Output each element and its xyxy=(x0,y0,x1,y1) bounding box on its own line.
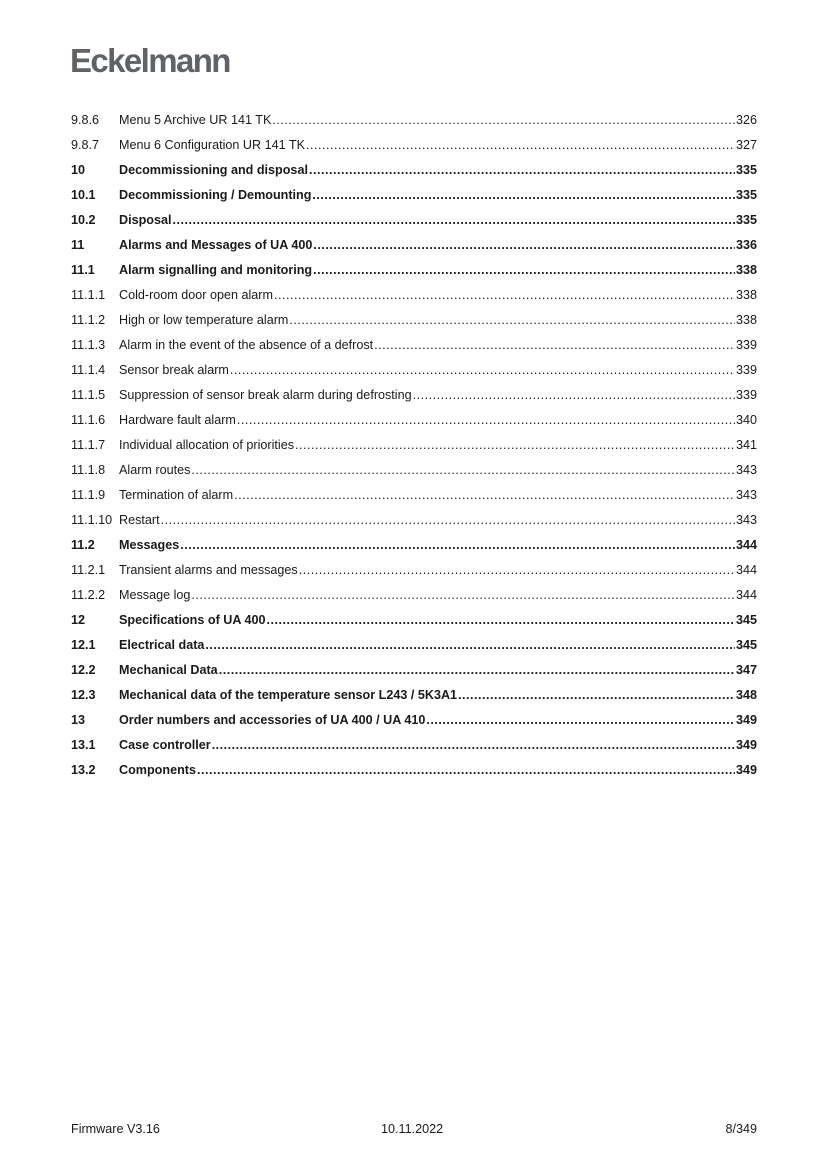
toc-dot-leader xyxy=(191,458,735,483)
toc-entry[interactable] xyxy=(71,533,757,558)
toc-entry[interactable] xyxy=(71,283,757,308)
toc-entry-page[interactable]: 338 xyxy=(735,263,757,277)
toc-entry[interactable] xyxy=(71,208,757,233)
toc-entry-page[interactable]: 344 xyxy=(735,538,757,552)
toc-entry-title[interactable]: Specifications of UA 400 xyxy=(119,613,266,627)
toc-entry-page[interactable]: 341 xyxy=(735,438,757,452)
toc-dot-leader xyxy=(180,533,735,558)
toc-entry-title[interactable]: Mechanical Data xyxy=(119,663,218,677)
toc-entry-page[interactable]: 343 xyxy=(735,488,757,502)
toc-entry[interactable] xyxy=(71,158,757,183)
toc-entry-title[interactable]: Order numbers and accessories of UA 400 / UA 410 xyxy=(119,713,426,727)
toc-dot-leader xyxy=(272,108,735,133)
toc-entry-title[interactable]: Alarm in the event of the absence of a defrost xyxy=(119,338,374,352)
footer-firmware: Firmware V3.16 xyxy=(71,1122,160,1136)
toc-dot-leader xyxy=(234,483,735,508)
toc-entry-number: 11.1.9 xyxy=(71,488,106,502)
toc-entry[interactable] xyxy=(71,683,757,708)
toc-dot-leader xyxy=(237,408,735,433)
toc-entry-title[interactable]: Sensor break alarm xyxy=(119,363,229,377)
toc-entry-number: 11.1.3 xyxy=(71,338,106,352)
toc-entry-page[interactable]: 338 xyxy=(735,313,757,327)
toc-entry-title[interactable]: Hardware fault alarm xyxy=(119,413,236,427)
toc-entry-title[interactable]: Disposal xyxy=(119,213,172,227)
toc-entry-page[interactable]: 326 xyxy=(735,113,757,127)
toc-entry[interactable] xyxy=(71,633,757,658)
toc-entry[interactable] xyxy=(71,583,757,608)
toc-entry-page[interactable]: 335 xyxy=(735,188,757,202)
toc-entry-page[interactable]: 344 xyxy=(735,563,757,577)
toc-dot-leader xyxy=(230,358,735,383)
toc-dot-leader xyxy=(313,258,735,283)
toc-dot-leader xyxy=(289,308,735,333)
toc-entry-title[interactable]: Messages xyxy=(119,538,180,552)
toc-entry-title[interactable]: Alarms and Messages of UA 400 xyxy=(119,238,313,252)
footer-page-number: 8/349 xyxy=(725,1122,757,1136)
toc-entry[interactable] xyxy=(71,358,757,383)
toc-entry-title[interactable]: Transient alarms and messages xyxy=(119,563,298,577)
toc-entry-number: 9.8.7 xyxy=(71,138,100,152)
toc-entry-title[interactable]: Menu 5 Archive UR 141 TK xyxy=(119,113,272,127)
toc-entry[interactable] xyxy=(71,108,757,133)
toc-dot-leader xyxy=(197,758,735,783)
toc-entry-page[interactable]: 339 xyxy=(735,388,757,402)
toc-entry-number: 11.1 xyxy=(71,263,95,277)
toc-entry-page[interactable]: 338 xyxy=(735,288,757,302)
toc-entry-title[interactable]: Alarm routes xyxy=(119,463,191,477)
toc-dot-leader xyxy=(219,658,735,683)
toc-entry[interactable] xyxy=(71,233,757,258)
toc-entry-page[interactable]: 343 xyxy=(735,463,757,477)
toc-entry-page[interactable]: 335 xyxy=(735,163,757,177)
toc-entry[interactable] xyxy=(71,133,757,158)
toc-dot-leader xyxy=(312,183,735,208)
toc-entry-number: 9.8.6 xyxy=(71,113,100,127)
toc-entry-page[interactable]: 344 xyxy=(735,588,757,602)
toc-entry-page[interactable]: 349 xyxy=(735,763,757,777)
footer-date: 10.11.2022 xyxy=(381,1122,444,1136)
toc-entry-page[interactable]: 345 xyxy=(735,638,757,652)
toc-dot-leader xyxy=(212,733,735,758)
toc-entry-number: 12.1 xyxy=(71,638,96,652)
toc-dot-leader xyxy=(295,433,735,458)
toc-dot-leader xyxy=(267,608,735,633)
toc-dot-leader xyxy=(313,233,735,258)
toc-dot-leader xyxy=(274,283,735,308)
toc-entry-number: 11 xyxy=(71,238,85,252)
toc-entry[interactable] xyxy=(71,758,757,783)
toc-entry-number: 12 xyxy=(71,613,86,627)
toc-entry-page[interactable]: 349 xyxy=(735,713,757,727)
toc-entry[interactable] xyxy=(71,708,757,733)
toc-entry-number: 11.1.10 xyxy=(71,513,113,527)
toc-entry-number: 11.1.7 xyxy=(71,438,106,452)
toc-entry-number: 12.3 xyxy=(71,688,96,702)
toc-entry[interactable] xyxy=(71,733,757,758)
toc-dot-leader xyxy=(205,633,735,658)
toc-entry-number: 11.2.2 xyxy=(71,588,106,602)
toc-entry-number: 10 xyxy=(71,163,86,177)
toc-entry-title[interactable]: Termination of alarm xyxy=(119,488,234,502)
toc-dot-leader xyxy=(306,133,735,158)
toc-entry[interactable] xyxy=(71,608,757,633)
toc-entry-title[interactable]: Restart xyxy=(119,513,160,527)
toc-dot-leader xyxy=(191,583,735,608)
toc-entry-title[interactable]: Suppression of sensor break alarm during defrosting xyxy=(119,388,412,402)
toc-entry-title[interactable]: Message log xyxy=(119,588,191,602)
toc-entry[interactable] xyxy=(71,183,757,208)
toc-entry-page[interactable]: 340 xyxy=(735,413,757,427)
toc-dot-leader xyxy=(309,158,735,183)
toc-entry-title[interactable]: Components xyxy=(119,763,196,777)
toc-entry-number: 11.2.1 xyxy=(71,563,106,577)
toc-dot-leader xyxy=(161,508,735,533)
toc-entry[interactable] xyxy=(71,333,757,358)
toc-entry-number: 11.1.6 xyxy=(71,413,106,427)
page-footer xyxy=(71,1122,757,1140)
toc-entry-title[interactable]: Mechanical data of the temperature sensor L243 / 5K3A1 xyxy=(119,688,458,702)
toc-dot-leader xyxy=(173,208,735,233)
company-logo: Eckelmann xyxy=(70,42,230,79)
toc-entry-title[interactable]: Alarm signalling and monitoring xyxy=(119,263,313,277)
toc-entry-number: 13 xyxy=(71,713,86,727)
toc-entry-page[interactable]: 343 xyxy=(735,513,757,527)
toc-dot-leader xyxy=(458,683,735,708)
toc-entry[interactable] xyxy=(71,483,757,508)
toc-dot-leader xyxy=(299,558,735,583)
toc-entry-page[interactable]: 339 xyxy=(735,338,757,352)
toc-entry-page[interactable]: 349 xyxy=(735,738,757,752)
toc-entry-title[interactable]: Electrical data xyxy=(119,638,205,652)
toc-entry-page[interactable]: 336 xyxy=(735,238,757,252)
toc-dot-leader xyxy=(426,708,735,733)
toc-entry-page[interactable]: 335 xyxy=(735,213,757,227)
toc-entry-number: 11.1.1 xyxy=(71,288,106,302)
toc-entry[interactable] xyxy=(71,458,757,483)
toc-entry[interactable] xyxy=(71,433,757,458)
toc-entry-number: 13.2 xyxy=(71,763,96,777)
toc-entry-number: 10.2 xyxy=(71,213,96,227)
toc-entry-number: 10.1 xyxy=(71,188,96,202)
toc-entry[interactable] xyxy=(71,258,757,283)
table-of-contents xyxy=(71,108,757,783)
toc-entry[interactable] xyxy=(71,308,757,333)
toc-entry[interactable] xyxy=(71,408,757,433)
toc-entry-page[interactable]: 347 xyxy=(735,663,757,677)
toc-entry-title[interactable]: Menu 6 Configuration UR 141 TK xyxy=(119,138,305,152)
toc-entry-page[interactable]: 339 xyxy=(735,363,757,377)
toc-entry-page[interactable]: 345 xyxy=(735,613,757,627)
toc-entry-title[interactable]: High or low temperature alarm xyxy=(119,313,289,327)
toc-entry-title[interactable]: Decommissioning / Demounting xyxy=(119,188,312,202)
toc-entry[interactable] xyxy=(71,558,757,583)
toc-entry-page[interactable]: 327 xyxy=(735,138,757,152)
toc-entry-title[interactable]: Case controller xyxy=(119,738,211,752)
toc-entry[interactable] xyxy=(71,383,757,408)
toc-entry-page[interactable]: 348 xyxy=(735,688,757,702)
toc-entry[interactable] xyxy=(71,508,757,533)
toc-entry-number: 13.1 xyxy=(71,738,96,752)
toc-dot-leader xyxy=(374,333,735,358)
toc-entry-title[interactable]: Decommissioning and disposal xyxy=(119,163,308,177)
toc-dot-leader xyxy=(413,383,735,408)
toc-entry-title[interactable]: Individual allocation of priorities xyxy=(119,438,295,452)
toc-entry-number: 11.2 xyxy=(71,538,95,552)
toc-entry[interactable] xyxy=(71,658,757,683)
toc-entry-number: 11.1.5 xyxy=(71,388,106,402)
toc-entry-number: 12.2 xyxy=(71,663,96,677)
toc-entry-number: 11.1.8 xyxy=(71,463,106,477)
toc-entry-title[interactable]: Cold-room door open alarm xyxy=(119,288,273,302)
toc-entry-number: 11.1.4 xyxy=(71,363,106,377)
toc-entry-number: 11.1.2 xyxy=(71,313,106,327)
